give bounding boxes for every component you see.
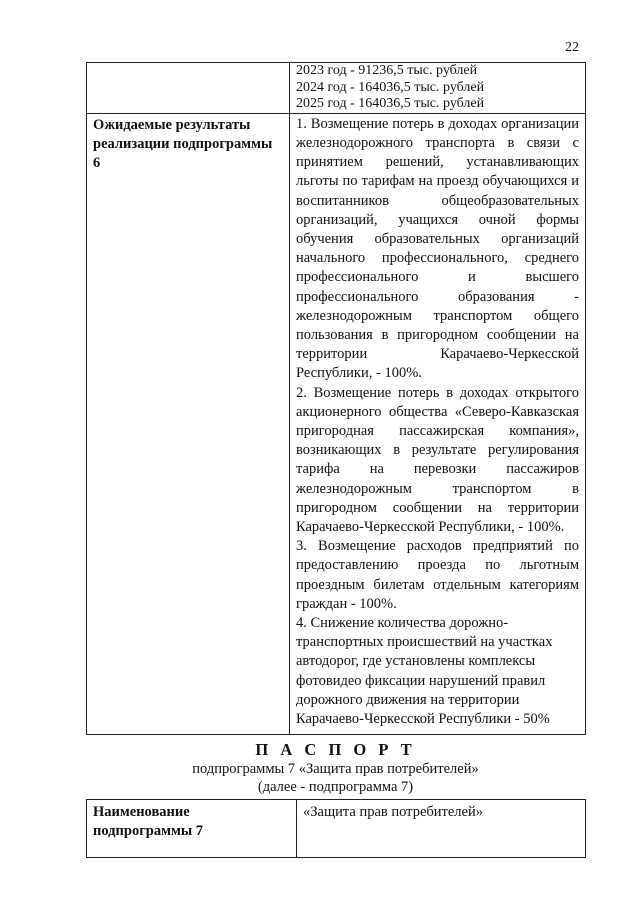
result-item-4: 4. Снижение количества дорожно-транспортных происшествий на участках автодорог, где установлены комплексы фотовидео фиксации нарушений правил дорожного движения на территории Карачаево-Черкесской Республики - 50% (296, 615, 553, 728)
funding-row (87, 63, 586, 114)
result-item-1: 1. Возмещение потерь в доходах организации железнодорожного транспорта в связи с принятием решений, устанавливающих льготы по тарифам на проезд обучающихся и воспитанников общеобразовательных организаций, учащихся очной формы обучения образовательных организаций начального профессионального, среднего профессионального и высшего профессионального образования - железнодорожным транспортом общего пользования в пригородном сообщении на территории Карачаево-Черкесской Республики, - 100%. (296, 115, 579, 382)
funding-value-cell (290, 63, 586, 114)
funding-line-2023: 2023 год - 91236,5 тыс. рублей (296, 63, 478, 78)
subprogram-6-table (86, 62, 586, 735)
passport-subtitle: подпрограммы 7 «Защита прав потребителей» (192, 761, 479, 777)
result-item-3: 3. Возмещение расходов предприятий по предоставлению проезда по льготным проездным билетам отдельным категориям граждан - 100%. (296, 538, 579, 612)
subprogram-name-value: «Защита прав потребителей» (297, 800, 586, 858)
result-item-2: 2. Возмещение потерь в доходах открытого акционерного общества «Северо-Кавказская пригородная пассажирская компания», возникающих в результате регулирования тарифа на перевозки пассажиров железнодорожным транспортом в пригородном сообщении на территории Карачаево-Черкесской Республики, - 100%. (296, 384, 579, 536)
passport-note: (далее - подпрограмма 7) (257, 779, 414, 795)
funding-line-2024: 2024 год - 164036,5 тыс. рублей (296, 79, 485, 95)
expected-results-row (87, 113, 586, 735)
expected-results-label: Ожидаемые результаты реализации подпрограммы 6 (87, 113, 290, 735)
expected-results-cell (290, 113, 586, 735)
subprogram-7-table (86, 799, 586, 858)
funding-label-cell (87, 63, 290, 114)
passport-title: П А С П О Р Т (255, 740, 416, 759)
subprogram-name-label: Наименование подпрограммы 7 (87, 800, 297, 858)
subprogram-name-row (87, 800, 586, 858)
passport-heading (86, 740, 585, 796)
funding-line-2025: 2025 год - 164036,5 тыс. рублей (296, 96, 485, 112)
page-number: 22 (565, 40, 579, 55)
